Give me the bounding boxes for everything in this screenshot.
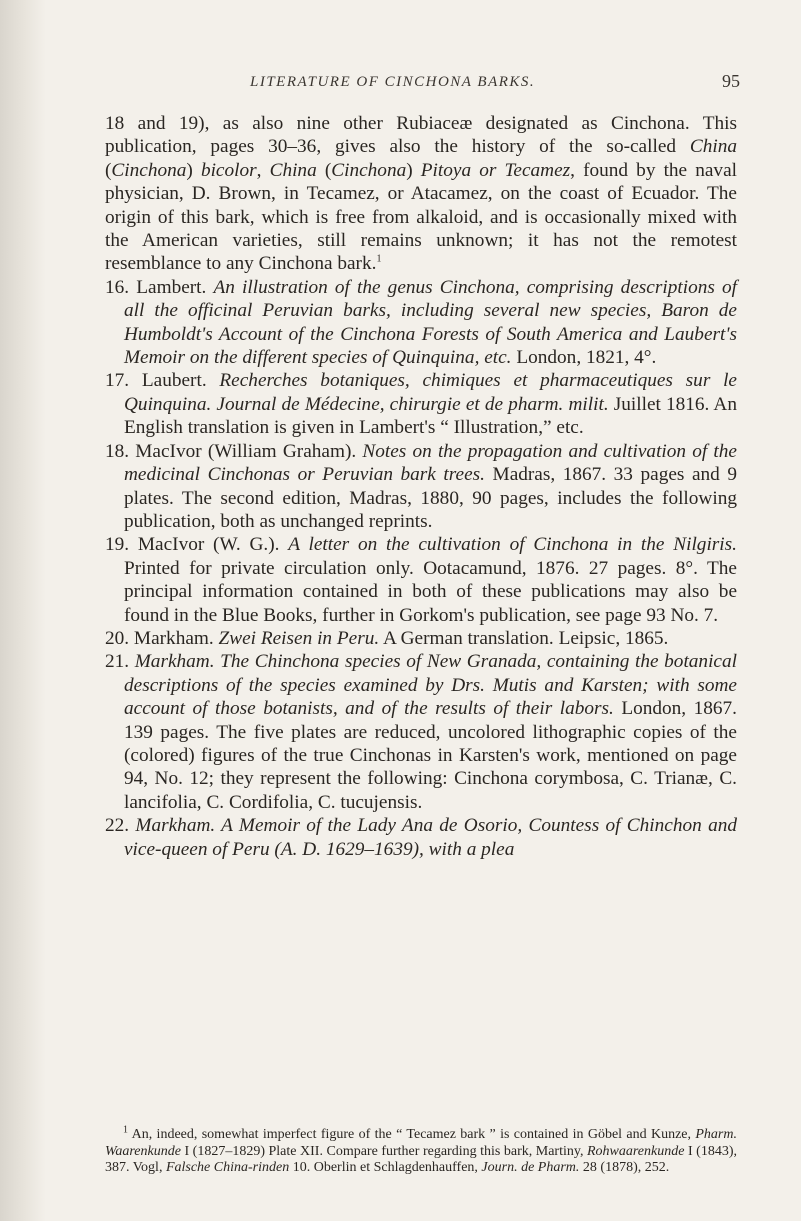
bibliography-entry: 18. MacIvor (William Graham). Notes on the propagation and cultivation of the medicinal Cinchonas or Peruvian bark trees. Madras, 1867. 33 pages and 9 plates. The second edition, Madras, 1880, 90 pages, includes the following publication, both as unchanged reprints. <box>105 440 737 532</box>
page-header <box>0 71 801 98</box>
continuation-paragraph: 18 and 19), as also nine other Rubiaceæ designated as Cinchona. This publication, pages 30–36, gives also the history of the so-called China (Cinchona) bicolor, China (Cinchona) Pitoya or Tecamez, found by the naval physician, D. Brown, in Tecamez, or Atacamez, on the coast of Ecuador. The origin of this bark, which is free from alkaloid, and is occasionally mixed with the American varieties, still remains unknown; it has not the remotest resemblance to any Cinchona bark.$^1$ <box>105 113 737 275</box>
running-title: LITERATURE OF CINCHONA BARKS. <box>250 74 536 90</box>
bibliography-entry: 17. Laubert. Recherches botaniques, chimiques et pharmaceutiques sur le Quinquina. Journal de Médecine, chirurgie et de pharm. milit. Juillet 1816. An English translation is given in Lambert's “ Illustration,” etc. <box>105 370 737 439</box>
bibliography-entry: 19. MacIvor (W. G.). A letter on the cultivation of Cinchona in the Nilgiris. Printed for private circulation only. Ootacamund, 1876. 27 pages. 8°. The principal information contained in both of these publications may also be found in the Blue Books, further in Gorkom's publication, see page 93 No. 7. <box>105 534 737 626</box>
bibliography-entry: 22. Markham. A Memoir of the Lady Ana de Osorio, Countess of Chinchon and vice-queen of Peru (A. D. 1629–1639), with a plea <box>105 815 738 860</box>
bibliography-entry: 20. Markham. Zwei Reisen in Peru. A German translation. Leipsic, 1865. <box>105 627 669 649</box>
bibliography-entry: 16. Lambert. An illustration of the genus Cinchona, comprising descriptions of all the officinal Peruvian barks, including several new species, Baron de Humboldt's Account of the Cinchona Forests of South America and Laubert's Memoir on the different species of Quinquina, etc. London, 1821, 4°. <box>105 276 737 369</box>
bibliography-entry: 21. Markham. The Chinchona species of New Granada, containing the botanical descriptions of the species examined by Drs. Mutis and Karsten; with some account of those botanists, and of the results of their labors. London, 1867. 139 pages. The five plates are reduced, uncolored lithographic copies of the (colored) figures of the true Cinchonas in Karsten's work, mentioned on page 94, No. 12; they represent the following: Cinchona corymbosa, C. Trianæ, C. lancifolia, C. Cordifolia, C. tucujensis. <box>105 651 737 813</box>
body-text <box>105 112 737 861</box>
footnotes <box>105 1124 737 1177</box>
page-number: 95 <box>722 71 740 91</box>
footnote-reference: 1 <box>376 254 382 266</box>
footnote-marker: 1 <box>123 1124 128 1136</box>
footnote: $^1$ An, indeed, somewhat imperfect figure of the “ Tecamez bark ” is contained in Göbel and Kunze, Pharm. Waarenkunde I (1827–1829) Plate XII. Compare further regarding this bark, Martiny, Rohwaarenkunde I (1843), 387. Vogl, Falsche China-rinden 10. Oberlin et Schlagdenhauffen, Journ. de Pharm. 28 (1878), 252. <box>105 1124 737 1175</box>
page-gutter-shadow <box>0 0 46 1221</box>
